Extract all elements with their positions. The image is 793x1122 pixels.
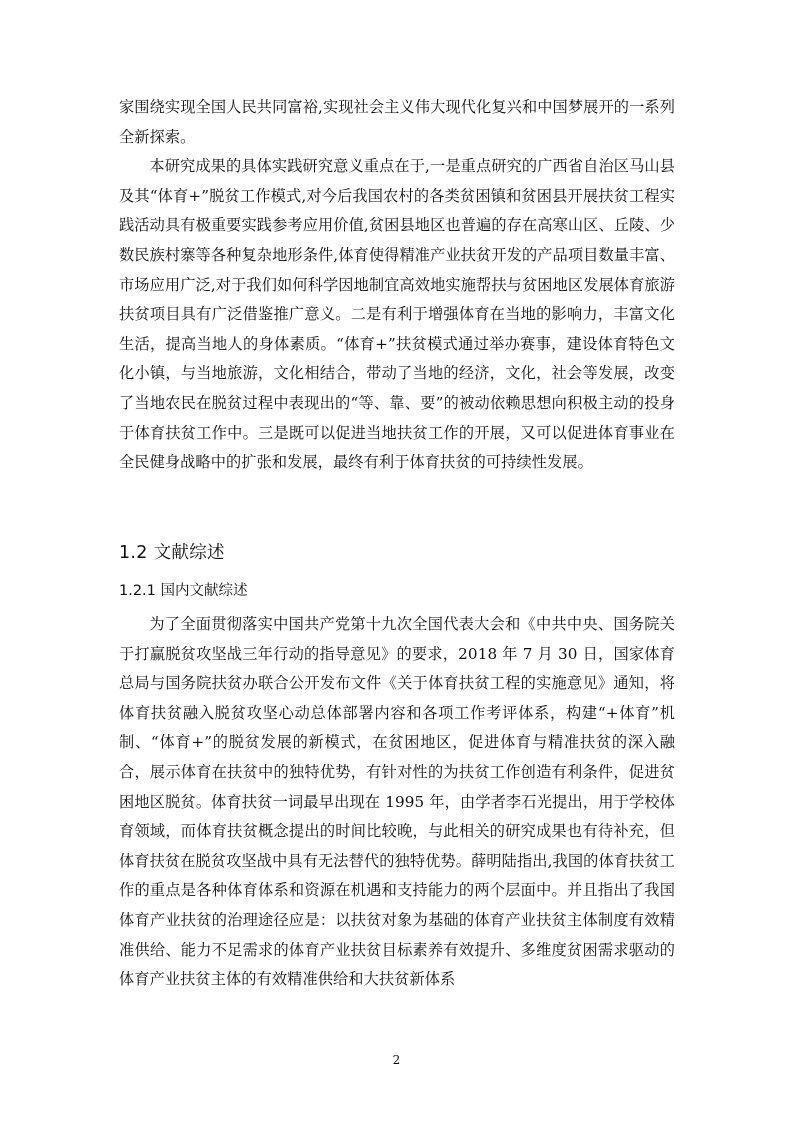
page-number: 2 — [392, 1053, 401, 1067]
subsection-heading: 1.2.1 国内文献综述 — [119, 583, 248, 599]
paragraph-significance: 本研究成果的具体实践研究意义重点在于,一是重点研究的广西省自治区马山县及其“体育+”脱贫工作模式,对今后我国农村的各类贫困镇和贫困县开展扶贫工程实践活动具有极重要实践参考应用价值,贫困县地区也普遍的存在高寒山区、丘陵、少数民族村寨等各种复杂地形条件,体育使得精准产业扶贫开发的产品项目数量丰富、市场应用广泛,对于我们如何科学因地制宜高效地实施帮扶与贫困地区发展体育旅游扶贫项目具有广泛借鉴推广意义。二是有利于增强体育在当地的影响力，丰富文化生活，提高当地人的身体素质。“体育+”扶贫模式通过举办赛事，建设体育特色文化小镇，与当地旅游，文化相结合，带动了当地的经济，文化，社会等发展，改变了当地农民在脱贫过程中表现出的“等、靠、要”的被动依赖思想向积极主动的投身于体育扶贫工作中。三是既可以促进当地扶贫工作的开展，又可以促进体育事业在全民健身战略中的扩张和发展，最终有利于体育扶贫的可持续性发展。 — [119, 157, 675, 472]
paragraph-domestic-review: 为了全面贯彻落实中国共产党第十九次全国代表大会和《中共中央、国务院关于打赢脱贫攻坚战三年行动的指导意见》的要求，2018 年 7 月 30 日，国家体育总局与国务院扶贫办联合公开发布文件《关于体育扶贫工程的实施意见》通知，将体育扶贫融入脱贫攻坚心动总体部署内容和各项工作考评体系，构建“+体育”机制、“体育+”的脱贫发展的新模式，在贫困地区，促进体育与精准扶贫的深入融合，展示体育在扶贫中的独特优势，有针对性的为扶贫工作创造有利条件，促进贫困地区脱贫。体育扶贫一词最早出现在 1995 年，由学者李石光提出，用于学校体育领域，而体育扶贫概念提出的时间比较晚，与此相关的研究成果也有待补充，但体育扶贫在脱贫攻坚战中具有无法替代的独特优势。薛明陆指出,我国的体育扶贫工作的重点是各种体育体系和资源在机遇和支持能力的两个层面中。并且指出了我国体育产业扶贫的治理途径应是：以扶贫对象为基础的体育产业扶贫主体制度有效精准供给、能力不足需求的体育产业扶贫目标素养有效提升、多维度贫困需求驱动的体育产业扶贫主体的有效精准供给和大扶贫新体系 — [119, 615, 675, 989]
bottom-body-text — [119, 610, 675, 995]
paragraph-continuation: 家围绕实现全国人民共同富裕,实现社会主义伟大现代化复兴和中国梦展开的一系列全新探索。 — [119, 98, 675, 146]
section-heading: 1.2 文献综述 — [119, 543, 225, 563]
top-body-text — [119, 93, 675, 478]
